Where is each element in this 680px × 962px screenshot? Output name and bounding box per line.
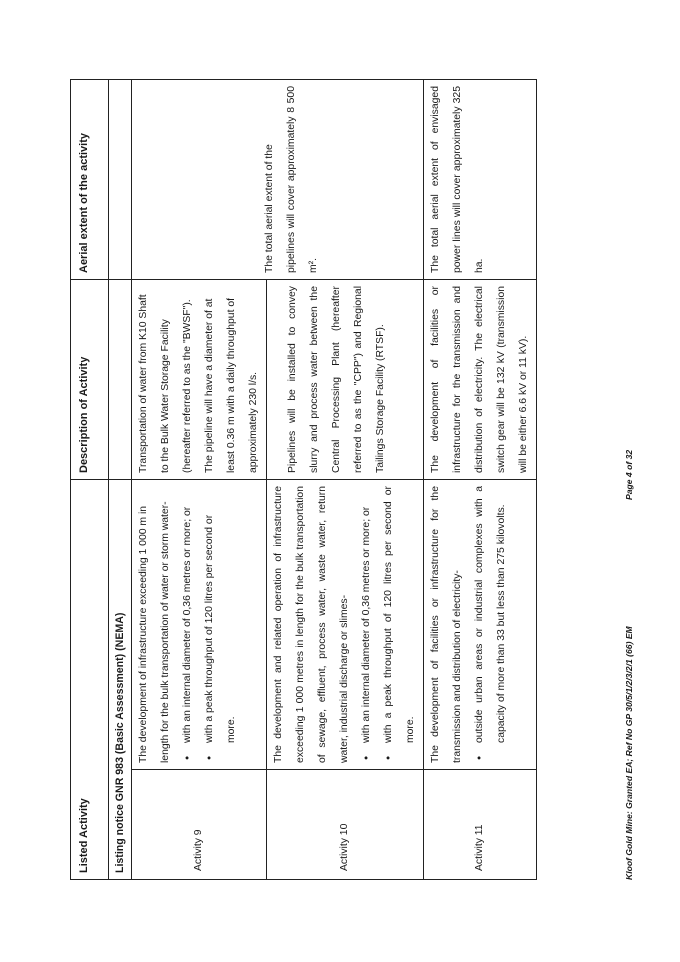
criteria-intro: The development and related operation of infrastructure exceeding 1 000 metres in length for the bulk transportation of sewage, effluent, process water, waste water, return water, industrial discharge or slimes-: [273, 486, 350, 763]
table-row: [424, 80, 537, 880]
footer-reference: Kloof Gold Mine: Granted EA; Ref No GP 30/5/1/2/3/2/1 (66) EM: [624, 626, 634, 880]
activity-description: Transportation of water from K10 Shaft to the Bulk Water Storage Facility (hereafter referred to as the "BWSF"). The pipeline will have a diameter of at least 0.36 m with a daily throughput of approximately 230 l/s.: [132, 280, 267, 480]
activity-label: Activity 10: [267, 770, 424, 880]
header-aerial-extent: Aerial extent of the activity: [71, 80, 109, 280]
activity-criteria: [132, 480, 267, 770]
aerial-spacer: [133, 86, 259, 273]
activity-description: The development of facilities or infrastructure for the transmission and distribution of electricity. The electrical switch gear will be 132 kV (transmission will be either 6.6 kV or 11 kV).: [424, 280, 537, 480]
activity-criteria: [267, 480, 424, 770]
activity-table: [70, 79, 537, 880]
section-title: Listing notice GNR 983 (Basic Assessment) (NEMA): [109, 480, 132, 880]
criteria-bullet: ● outside urban areas or industrial complexes with a capacity of more than 33 but less than 275 kilovolts.: [469, 486, 513, 743]
aerial-text-part1: The total aerial extent of the: [264, 144, 275, 273]
criteria-intro: The development of facilities or infrastructure for the transmission and distribution of electricity-: [430, 486, 463, 763]
criteria-bullet: ● with an internal diameter of 0,36 metres or more; or: [356, 486, 378, 743]
aerial-extent-cell: The total aerial extent of envisaged power lines will cover approximately 325 ha.: [424, 80, 537, 280]
criteria-bullets: [469, 486, 513, 763]
section-row: [109, 80, 132, 880]
criteria-bullets: [177, 486, 243, 763]
criteria-bullets: [356, 486, 422, 763]
table-row: [132, 80, 267, 880]
activity-criteria: [424, 480, 537, 770]
activity-label: Activity 9: [132, 770, 267, 880]
section-empty-cell: [109, 80, 132, 280]
rotated-page: [70, 80, 634, 880]
aerial-text-part2: pipelines will cover approximately 8 500 m².: [286, 86, 319, 273]
description-spacer: [268, 286, 282, 473]
criteria-bullet: ● with a peak throughput of 120 litres per second or more.: [199, 486, 243, 743]
page-number: Page 4 of 32: [624, 449, 634, 500]
description-text: Pipelines will be installed to convey slurry and process water between the Central Processing Plant (hereafter referred to as the "CPP") and Regional Tailings Storage Facility (RTSF).: [287, 286, 386, 473]
criteria-bullet: ● with an internal diameter of 0,36 metres or more; or: [177, 486, 199, 743]
header-row: [71, 80, 109, 880]
header-description: Description of Activity: [71, 280, 109, 480]
activity-description: [267, 280, 424, 480]
aerial-extent-cell: [132, 80, 424, 280]
header-listed-activity: Listed Activity: [71, 480, 109, 880]
section-empty-cell: [109, 280, 132, 480]
criteria-bullet: ● with a peak throughput of 120 litres per second or more.: [378, 486, 422, 743]
criteria-intro: The development of infrastructure exceeding 1 000 m in length for the bulk transportation of water or storm water-: [138, 501, 171, 763]
activity-label: Activity 11: [424, 770, 537, 880]
